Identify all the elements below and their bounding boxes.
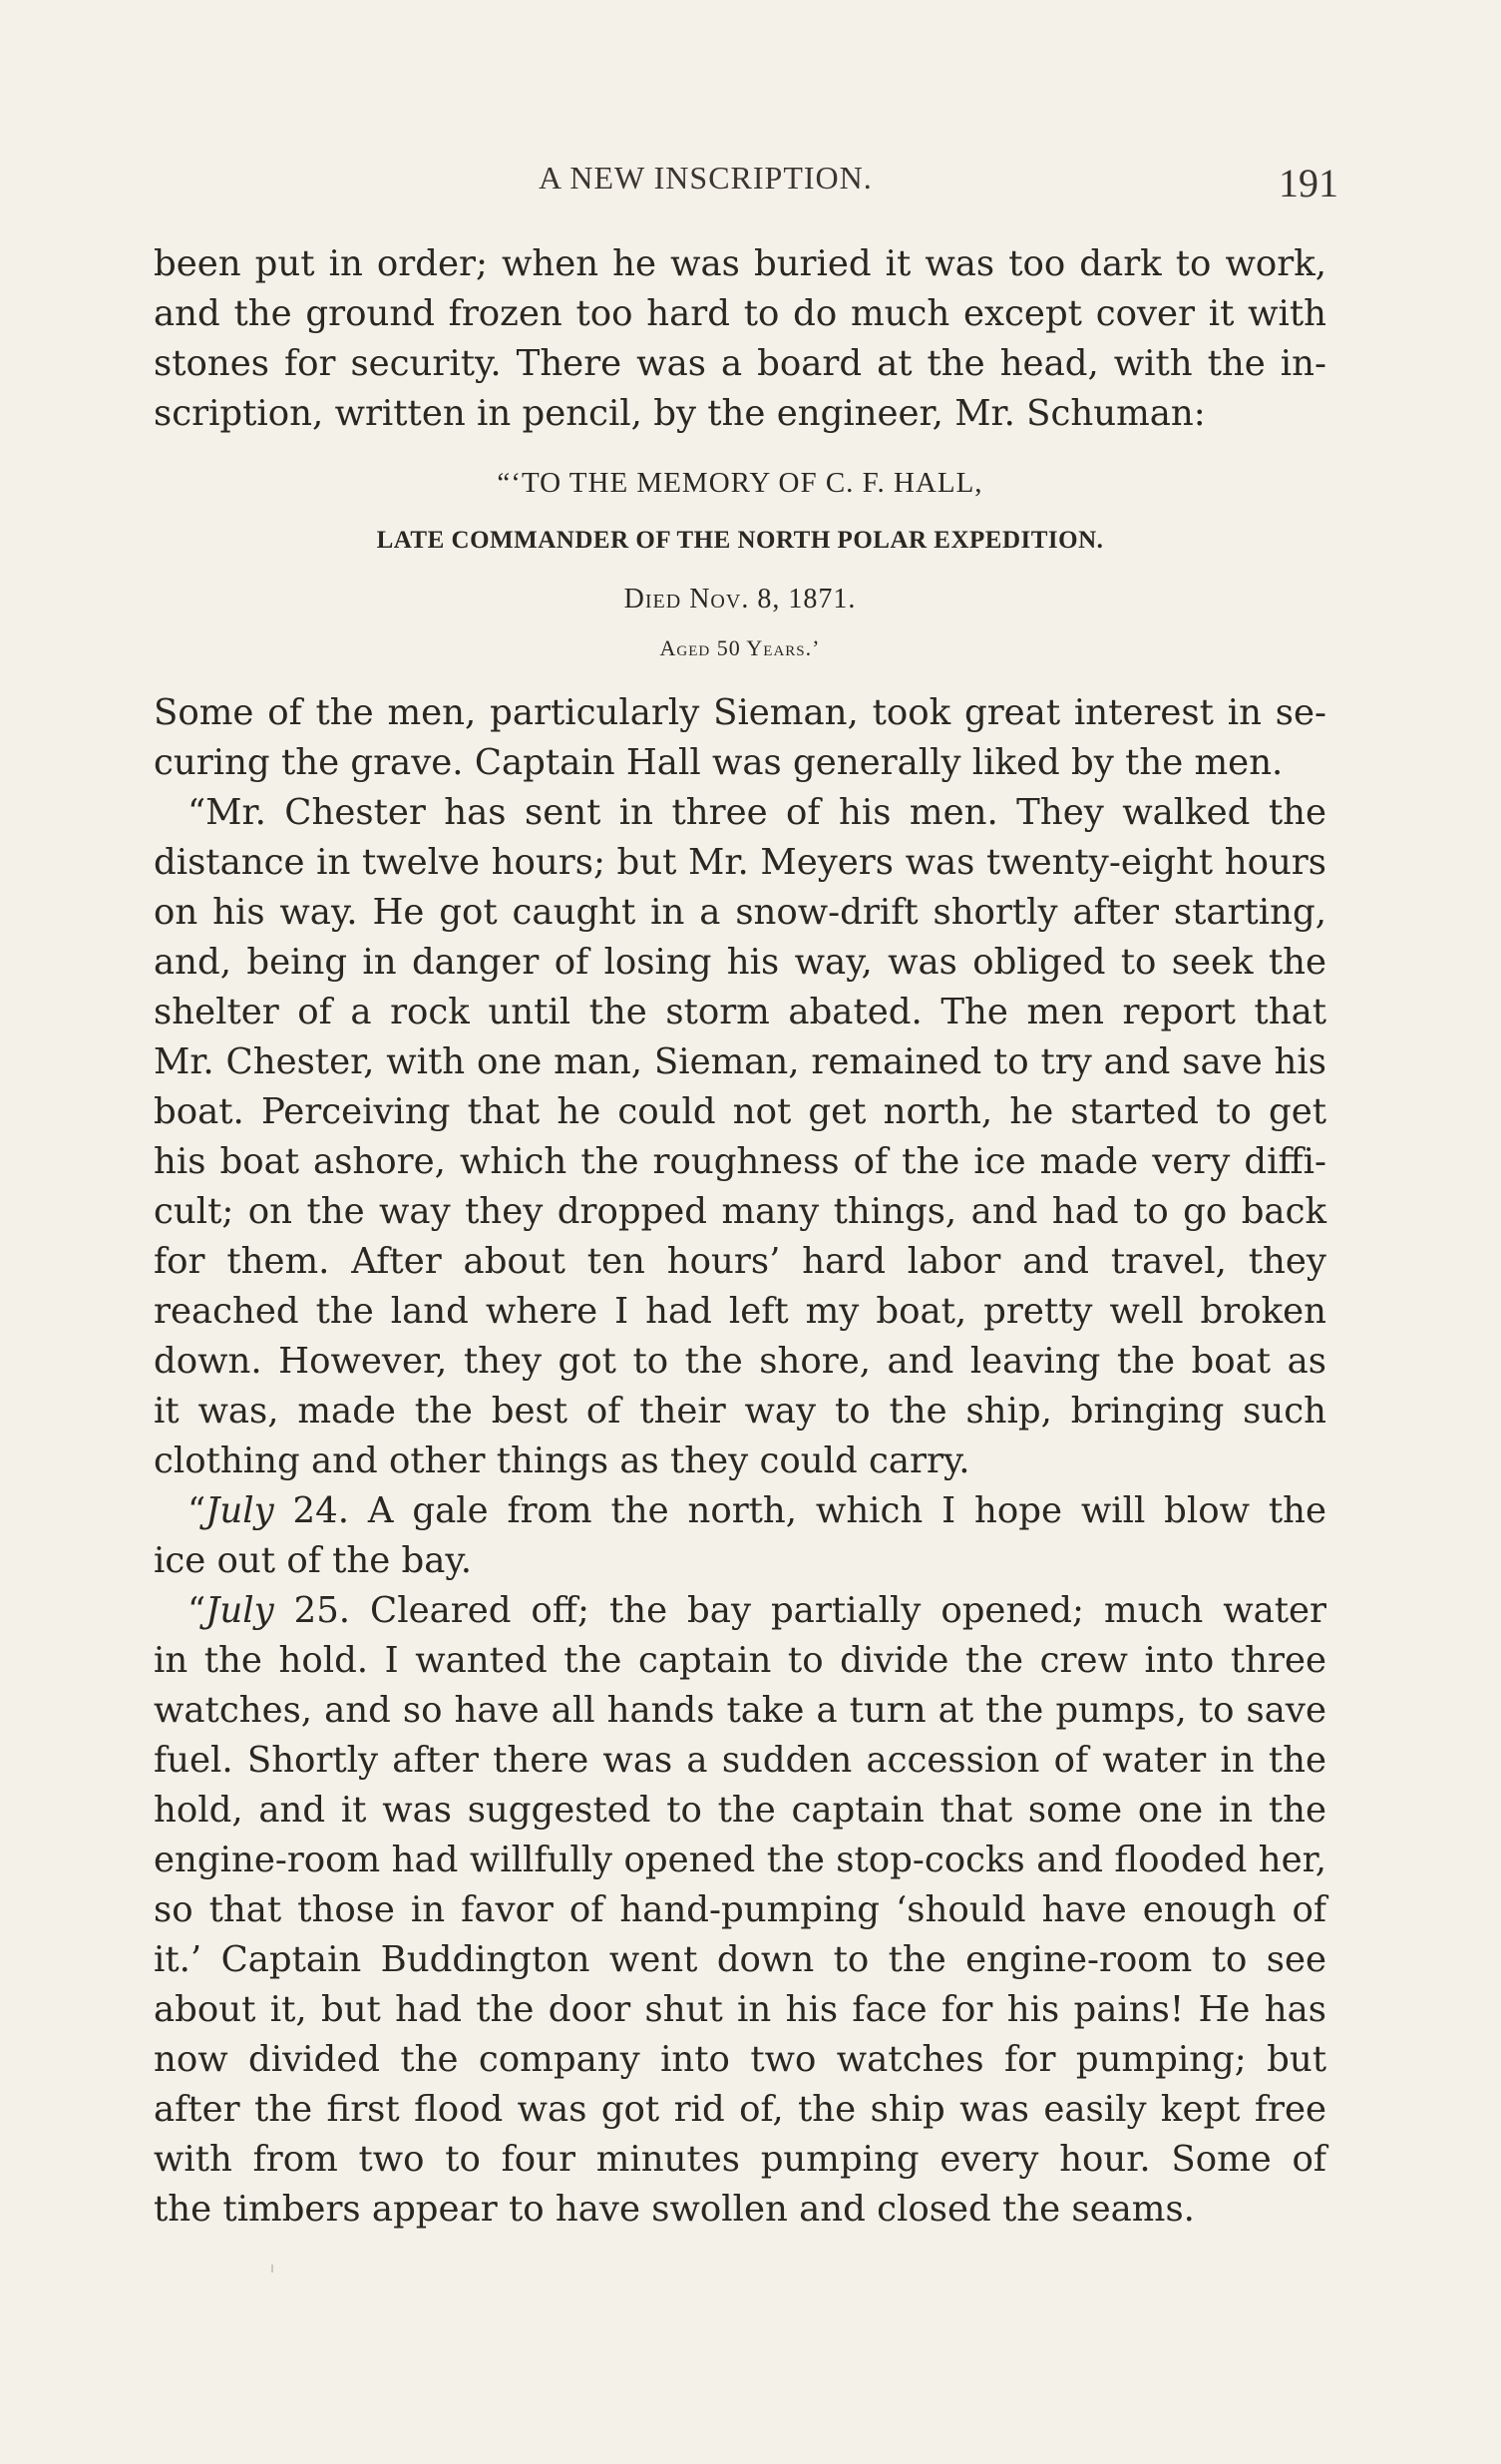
text-line: curing the grave. Captain Hall was generally liked by the men. [154,742,1284,783]
text-line: engine-room had willfully opened the stop-cocks and flooded her, [154,1840,1326,1880]
text-line [154,1486,1326,1536]
text-line: in the hold. I wanted the captain to divide the crew into three [154,1640,1326,1681]
text-line: hold, and it was suggested to the captain that some one in the [154,1790,1326,1831]
text-line: reached the land where I had left my boat, pretty well broken [154,1291,1326,1332]
open-quote: “ [188,1590,206,1631]
text-line: boat. Perceiving that he could not get north, he started to get [154,1091,1326,1132]
entry-text: 25. Cleared off; the bay partially opened; much water [273,1590,1326,1631]
text-line: on his way. He got caught in a snow-drift shortly after starting, [154,892,1326,933]
text-line: after the first flood was got rid of, the ship was easily kept free [154,2089,1326,2130]
open-quote: “ [188,1490,206,1531]
text-line: down. However, they got to the shore, and leaving the boat as [154,1341,1326,1382]
text-line: about it, but had the door shut in his face for his pains! He has [154,1989,1326,2030]
text-line: ice out of the bay. [154,1540,473,1581]
text-line: watches, and so have all hands take a turn at the pumps, to save [154,1690,1326,1731]
text-line: shelter of a rock until the storm abated. The men report that [154,992,1326,1032]
text-line: and, being in danger of losing his way, was obliged to seek the [154,942,1326,983]
text-line: it.’ Captain Buddington went down to the engine-room to see [154,1939,1326,1980]
text-line: cult; on the way they dropped many things, and had to go back [154,1191,1326,1232]
printer-mark [271,2264,273,2272]
date-july: July [205,1490,274,1531]
paragraph-grave [154,688,1326,2235]
entry-text: 24. A gale from the north, which I hope will blow the [273,1490,1326,1531]
text-line: it was, made the best of their way to the ship, bringing such [154,1391,1326,1432]
page-number: 191 [1279,161,1338,205]
text-line: Some of the men, particularly Sieman, took great interest in se- [154,692,1326,733]
running-head-title: A NEW INSCRIPTION. [539,160,873,196]
text-line: stones for security. There was a board at the head, with the in- [154,343,1326,384]
text-line: scription, written in pencil, by the engineer, Mr. Schuman: [154,393,1206,434]
text-line: now divided the company into two watches for pumping; but [154,2039,1326,2080]
text-line: “Mr. Chester has sent in three of his men. They walked the [188,792,1326,833]
text-line: with from two to four minutes pumping every hour. Some of [154,2139,1326,2180]
inscription-line-commander: LATE COMMANDER OF THE NORTH POLAR EXPEDITION. [376,527,1104,554]
text-line: so that those in favor of hand-pumping ‘should have enough of [154,1889,1326,1930]
text-line: the timbers appear to have swollen and closed the seams. [154,2189,1195,2230]
inscription-line-memory: “‘TO THE MEMORY OF C. F. HALL, [497,467,983,499]
text-line: his boat ashore, which the roughness of the ice made very diffi- [154,1141,1326,1182]
text-line: for them. After about ten hours’ hard labor and travel, they [154,1241,1326,1282]
text-line: distance in twelve hours; but Mr. Meyers was twenty-eight hours [154,842,1326,883]
text-line: clothing and other things as they could carry. [154,1440,970,1481]
text-line: Mr. Chester, with one man, Sieman, remained to try and save his [154,1041,1326,1082]
inscription-line-died: Died Nov. 8, 1871. [623,584,857,615]
text-line: fuel. Shortly after there was a sudden accession of water in the [154,1740,1326,1781]
text-line: and the ground frozen too hard to do much except cover it with [154,293,1326,334]
inscription-line-aged: Aged 50 Years.’ [659,635,821,660]
text-line: been put in order; when he was buried it was too dark to work, [154,243,1326,284]
text-line [154,1586,1326,1636]
paragraph-burial [154,239,1326,439]
date-july: July [205,1590,274,1631]
